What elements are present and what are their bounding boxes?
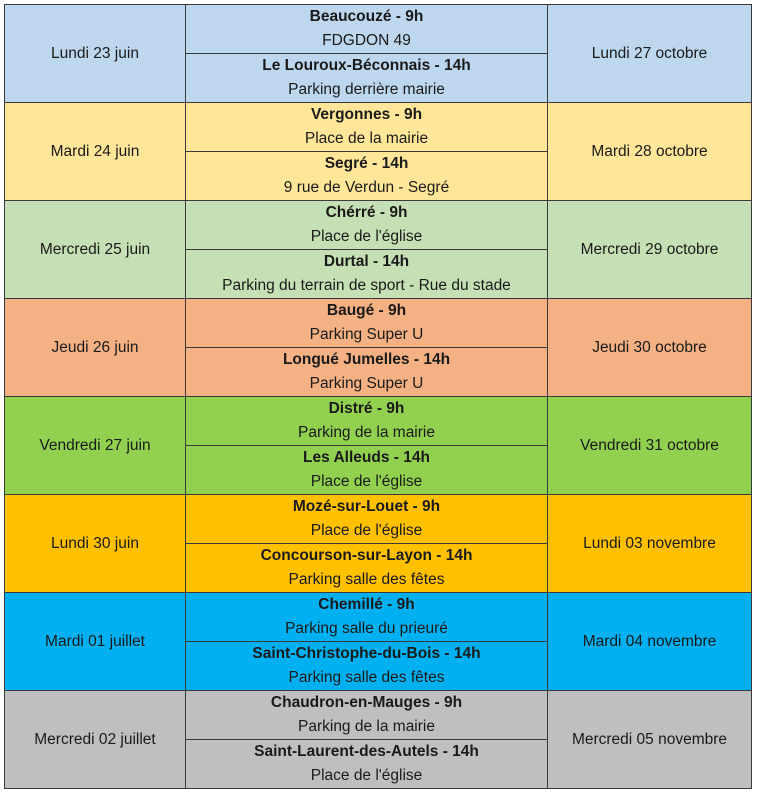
morning-title: Distré - 9h [328,400,405,418]
date-october-cell: Mardi 28 octobre [548,103,752,201]
date-october-cell: Lundi 03 novembre [548,495,752,593]
schedule-row [5,201,752,299]
afternoon-session [186,641,547,690]
locations-cell [186,593,548,691]
date-october-cell: Vendredi 31 octobre [548,397,752,495]
afternoon-session [186,739,547,788]
locations-cell [186,495,548,593]
afternoon-title: Les Alleuds - 14h [303,449,430,467]
date-june-cell: Mercredi 02 juillet [5,691,186,789]
morning-place: Place de l'église [310,228,423,246]
afternoon-place: Parking Super U [309,375,424,393]
morning-place: FDGDON 49 [322,32,411,50]
morning-session [186,5,547,53]
afternoon-title: Le Louroux-Béconnais - 14h [262,57,471,75]
date-june-cell: Lundi 23 juin [5,5,186,103]
locations-cell [186,397,548,495]
date-june-cell: Mercredi 25 juin [5,201,186,299]
morning-place: Parking Super U [309,326,424,344]
locations-cell [186,103,548,201]
morning-title: Vergonnes - 9h [310,106,423,124]
afternoon-session [186,53,547,102]
morning-place: Parking salle du prieuré [285,620,448,638]
afternoon-session [186,543,547,592]
date-october-cell: Jeudi 30 octobre [548,299,752,397]
afternoon-session [186,445,547,494]
afternoon-place: Place de l'église [310,767,423,785]
schedule-row [5,5,752,103]
morning-title: Baugé - 9h [326,302,407,320]
morning-title: Beaucouzé - 9h [309,8,424,26]
morning-session [186,691,547,739]
schedule-row [5,593,752,691]
afternoon-place: Parking du terrain de sport - Rue du stade [222,277,511,295]
date-june-cell: Vendredi 27 juin [5,397,186,495]
afternoon-title: Saint-Laurent-des-Autels - 14h [254,743,479,761]
morning-session [186,299,547,347]
schedule-body [5,5,752,789]
date-june-cell: Mardi 24 juin [5,103,186,201]
morning-session [186,201,547,249]
morning-title: Chaudron-en-Mauges - 9h [270,694,463,712]
morning-title: Chemillé - 9h [318,596,415,614]
locations-cell [186,201,548,299]
schedule-row [5,397,752,495]
afternoon-place: Parking salle des fêtes [288,669,445,687]
morning-place: Parking de la mairie [298,718,435,736]
morning-title: Mozé-sur-Louet - 9h [292,498,441,516]
date-october-cell: Lundi 27 octobre [548,5,752,103]
afternoon-title: Longué Jumelles - 14h [282,351,451,369]
afternoon-title: Saint-Christophe-du-Bois - 14h [252,645,481,663]
schedule-container [4,4,752,789]
locations-cell [186,299,548,397]
afternoon-place: Parking derrière mairie [288,81,445,99]
schedule-row [5,299,752,397]
afternoon-title: Segré - 14h [324,155,409,173]
schedule-row [5,691,752,789]
schedule-table [4,4,752,789]
date-june-cell: Jeudi 26 juin [5,299,186,397]
locations-cell [186,691,548,789]
morning-title: Chérré - 9h [325,204,408,222]
afternoon-title: Concourson-sur-Layon - 14h [260,547,473,565]
morning-session [186,495,547,543]
schedule-row [5,103,752,201]
date-october-cell: Mardi 04 novembre [548,593,752,691]
morning-session [186,397,547,445]
locations-cell [186,5,548,103]
morning-session [186,593,547,641]
date-october-cell: Mercredi 05 novembre [548,691,752,789]
morning-place: Place de la mairie [304,130,429,148]
afternoon-place: Place de l'église [310,473,423,491]
afternoon-session [186,151,547,200]
date-october-cell: Mercredi 29 octobre [548,201,752,299]
morning-place: Place de l'église [310,522,423,540]
morning-place: Parking de la mairie [298,424,435,442]
afternoon-session [186,249,547,298]
date-june-cell: Mardi 01 juillet [5,593,186,691]
morning-session [186,103,547,151]
afternoon-session [186,347,547,396]
afternoon-title: Durtal - 14h [323,253,410,271]
schedule-row [5,495,752,593]
afternoon-place: 9 rue de Verdun - Segré [283,179,450,197]
date-june-cell: Lundi 30 juin [5,495,186,593]
afternoon-place: Parking salle des fêtes [288,571,445,589]
